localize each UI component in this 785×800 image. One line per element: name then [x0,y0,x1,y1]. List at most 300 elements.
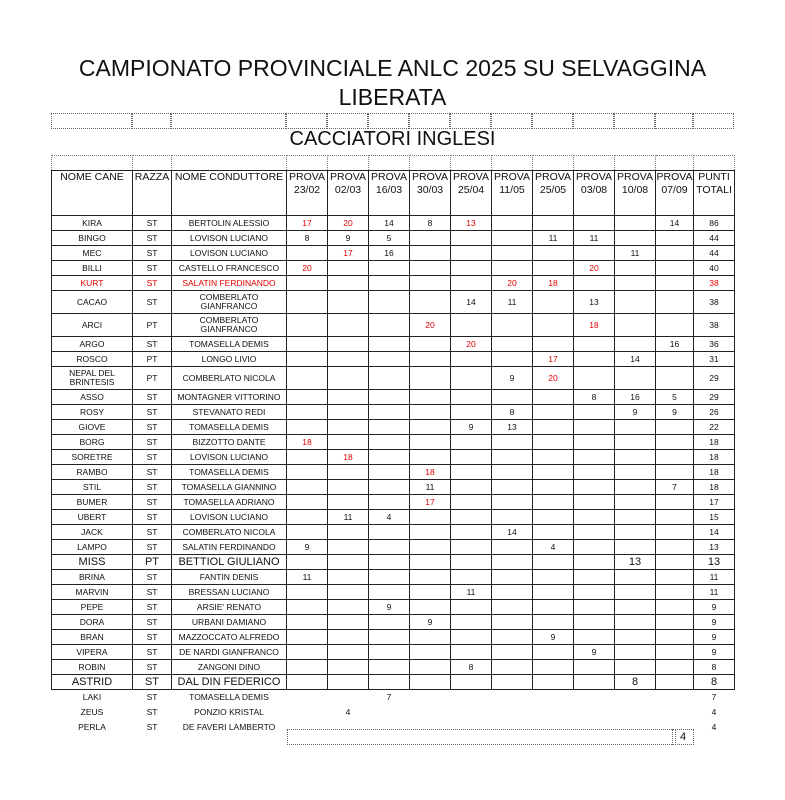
cell-punti-totali: 7 [711,692,717,702]
cell-prova-3 [369,276,410,291]
cell-prova-7 [533,337,574,352]
cell-prova-6 [492,480,533,495]
cell-prova-3 [369,675,410,690]
cell-prova-2 [328,570,369,585]
cell-prova-10: 7 [656,480,694,495]
cell-prova-9 [615,615,656,630]
cell-prova-1 [287,645,328,660]
cell-prova-9 [615,216,656,231]
cell-prova-5: 14 [451,291,492,314]
cell-prova-5 [451,690,492,705]
cell-nome-cane: BRAN [52,630,133,645]
cell-prova-10 [656,690,694,705]
cell-prova-3 [369,645,410,660]
cell-prova-6 [492,600,533,615]
cell-prova-2 [328,390,369,405]
cell-conduttore: COMBERLATO GIANFRANCO [172,291,287,314]
cell-prova-2 [328,367,369,390]
cell-prova-5: 13 [451,216,492,231]
cell-prova-7 [533,480,574,495]
table-row [52,660,735,675]
cell-punti-totali: 38 [694,291,735,314]
cell-prova-6 [492,390,533,405]
cell-prova-8 [574,600,615,615]
header-prova-2: PROVA 02/03 [328,171,369,216]
cell-punti-totali: 29 [694,367,735,390]
cell-prova-8 [574,216,615,231]
cell-prova-5 [451,246,492,261]
cell-prova-9 [615,480,656,495]
cell-prova-7: 11 [533,231,574,246]
cell-prova-5 [451,495,492,510]
cell-prova-10 [656,630,694,645]
cell-prova-4 [410,510,451,525]
cell-punti-totali: 38 [694,314,735,337]
cell-prova-8 [574,276,615,291]
cell-razza: ST [133,465,172,480]
cell-razza: ST [133,276,172,291]
cell-nome-cane: BUMER [52,495,133,510]
cell-prova-7 [533,585,574,600]
cell-razza: ST [146,692,158,702]
cell-conduttore: LOVISON LUCIANO [172,510,287,525]
cell-punti-totali: 44 [694,231,735,246]
cell-prova-7 [533,390,574,405]
cell-prova-1: 8 [287,231,328,246]
cell-nome-cane: NEPAL DEL BRINTESIS [52,367,133,390]
cell-prova-1 [287,630,328,645]
cell-prova-8: 11 [574,231,615,246]
cell-prova-6 [492,585,533,600]
cell-prova-7 [533,450,574,465]
cell-prova-8: 8 [574,390,615,405]
header-nome-cane: NOME CANE [52,171,133,216]
cell-prova-8 [574,450,615,465]
cell-prova-9: 11 [615,246,656,261]
cell-razza: ST [133,420,172,435]
cell-prova-2 [328,435,369,450]
cell-prova-7 [533,216,574,231]
cell-conduttore: LOVISON LUCIANO [172,231,287,246]
cell-prova-8 [574,555,615,570]
cell-prova-7 [533,291,574,314]
cell-razza: ST [133,231,172,246]
cell-prova-9: 14 [615,352,656,367]
cell-prova-4 [410,690,451,705]
cell-conduttore: STEVANATO REDI [172,405,287,420]
cell-prova-10 [656,510,694,525]
cell-razza: PT [133,555,172,570]
cell-razza: ST [133,450,172,465]
cell-nome-cane: LAMPO [52,540,133,555]
cell-prova-8 [574,585,615,600]
cell-prova-5 [451,540,492,555]
cell-prova-2 [328,525,369,540]
cell-prova-1 [287,352,328,367]
table-row [52,276,735,291]
cell-prova-4 [410,352,451,367]
cell-prova-5 [451,600,492,615]
cell-prova-9 [615,510,656,525]
cell-conduttore: LONGO LIVIO [172,352,287,367]
cell-prova-9: 16 [615,390,656,405]
cell-punti-totali: 29 [694,390,735,405]
cell-prova-3: 14 [369,216,410,231]
cell-prova-3: 4 [369,510,410,525]
cell-prova-5: 8 [451,660,492,675]
cell-razza: ST [133,480,172,495]
cell-prova-7 [533,690,574,705]
cell-prova-5 [451,261,492,276]
cell-prova-2 [328,261,369,276]
cell-prova-8: 18 [574,314,615,337]
cell-prova-5 [451,435,492,450]
spacer-row [52,156,735,171]
cell-nome-cane: KURT [52,276,133,291]
table-row [52,645,735,660]
cell-prova-1 [287,690,328,705]
cell-nome-cane: ASSO [52,390,133,405]
cell-prova-6 [492,630,533,645]
cell-punti-totali: 18 [694,480,735,495]
cell-prova-1: 18 [287,435,328,450]
header-row [52,171,735,216]
cell-prova-2 [328,291,369,314]
cell-prova-1 [287,480,328,495]
cell-prova-10 [656,465,694,480]
cell-prova-10 [656,246,694,261]
cell-conduttore: DAL DIN FEDERICO [172,675,287,690]
cell-punti-totali: 11 [694,585,735,600]
cell-prova-4 [410,420,451,435]
cell-razza: ST [133,585,172,600]
cell-prova-4: 18 [410,465,451,480]
cell-prova-10 [656,291,694,314]
cell-prova-4 [410,555,451,570]
cell-prova-6 [492,216,533,231]
cell-prova-9 [615,525,656,540]
cell-razza: ST [133,390,172,405]
table-row [52,450,735,465]
cell-prova-3 [369,420,410,435]
cell-razza: ST [133,675,172,690]
cell-nome-cane: GIOVE [52,420,133,435]
cell-prova-9 [615,690,656,705]
table-row [52,585,735,600]
cell-prova-1: 20 [287,261,328,276]
cell-prova-6: 14 [492,525,533,540]
cell-prova-10 [656,660,694,675]
cell-prova-6: 8 [492,405,533,420]
cell-prova-4 [410,276,451,291]
table-row [52,390,735,405]
table-row [52,314,735,337]
cell-conduttore: SALATIN FERDINANDO [172,540,287,555]
perla-extra-value: 4 [672,729,694,745]
cell-prova-3 [369,570,410,585]
cell-conduttore: BIZZOTTO DANTE [172,435,287,450]
cell-prova-9 [615,276,656,291]
cell-prova-4: 9 [410,615,451,630]
header-prova-4: PROVA 30/03 [410,171,451,216]
cell-prova-2: 9 [328,231,369,246]
table-row [52,337,735,352]
cell-prova-6 [492,645,533,660]
cell-prova-2: 4 [345,707,351,717]
cell-razza: PT [133,367,172,390]
cell-razza: ST [133,337,172,352]
cell-prova-5 [451,525,492,540]
cell-nome-cane: DORA [52,615,133,630]
cell-prova-5 [451,645,492,660]
cell-razza: ST [133,615,172,630]
cell-prova-7: 4 [533,540,574,555]
cell-prova-4 [410,675,451,690]
cell-prova-9: 9 [615,405,656,420]
cell-prova-6 [492,615,533,630]
cell-conduttore: BERTOLIN ALESSIO [172,216,287,231]
cell-prova-8 [574,367,615,390]
cell-prova-2: 17 [328,246,369,261]
cell-prova-10 [656,231,694,246]
cell-prova-1 [287,291,328,314]
cell-prova-5 [451,314,492,337]
cell-prova-1 [287,555,328,570]
cell-punti-totali: 9 [694,630,735,645]
cell-prova-4 [410,246,451,261]
cell-razza: ST [133,660,172,675]
cell-prova-10 [656,420,694,435]
cell-punti-totali: 9 [694,600,735,615]
cell-nome-cane: ARCI [52,314,133,337]
cell-prova-5: 20 [451,337,492,352]
cell-prova-3 [369,525,410,540]
cell-conduttore: SALATIN FERDINANDO [172,276,287,291]
cell-prova-9 [615,231,656,246]
cell-prova-9: 8 [615,675,656,690]
cell-prova-7 [533,435,574,450]
cell-prova-10 [656,675,694,690]
cell-razza: ST [133,216,172,231]
cell-prova-7 [533,705,574,720]
cell-prova-9 [615,660,656,675]
table-row [52,480,735,495]
cell-punti-totali: 4 [711,707,717,717]
cell-nome-cane: MARVIN [52,585,133,600]
cell-conduttore: BRESSAN LUCIANO [172,585,287,600]
cell-prova-1 [287,420,328,435]
table-row [52,630,735,645]
cell-punti-totali: 15 [694,510,735,525]
cell-prova-7 [533,675,574,690]
cell-conduttore: CASTELLO FRANCESCO [172,261,287,276]
cell-conduttore: ARSIE' RENATO [172,600,287,615]
dotted-spacer-row [51,113,734,129]
cell-prova-5 [451,405,492,420]
cell-prova-9 [615,705,656,720]
cell-prova-3 [369,705,410,720]
cell-prova-7 [533,570,574,585]
cell-prova-2: 20 [328,216,369,231]
cell-prova-1 [287,705,328,720]
cell-prova-2 [328,480,369,495]
cell-prova-3: 7 [386,692,392,702]
cell-prova-1: 17 [287,216,328,231]
cell-prova-5 [451,510,492,525]
cell-razza: ST [133,405,172,420]
ranking-table [51,155,735,735]
cell-prova-1 [287,337,328,352]
cell-prova-5 [451,630,492,645]
cell-prova-5 [451,450,492,465]
cell-prova-8: 9 [574,645,615,660]
table-row [52,465,735,480]
cell-prova-8 [574,660,615,675]
cell-prova-3: 5 [369,231,410,246]
cell-prova-2 [328,276,369,291]
cell-prova-10 [656,585,694,600]
cell-prova-3 [369,555,410,570]
cell-punti-totali: 13 [694,555,735,570]
cell-prova-7: 20 [533,367,574,390]
cell-prova-1 [287,615,328,630]
cell-prova-10 [656,570,694,585]
cell-prova-8 [574,495,615,510]
cell-prova-5 [451,231,492,246]
cell-prova-3 [369,615,410,630]
header-razza: RAZZA [133,171,172,216]
cell-conduttore: TOMASELLA ADRIANO [172,495,287,510]
cell-prova-4: 8 [410,216,451,231]
cell-punti-totali: 40 [694,261,735,276]
cell-prova-4 [410,630,451,645]
cell-prova-10 [656,555,694,570]
cell-prova-6: 13 [492,420,533,435]
cell-nome-cane: ZEUS [80,707,104,717]
header-prova-8: PROVA 03/08 [574,171,615,216]
table-row [52,510,735,525]
cell-prova-4 [410,261,451,276]
cell-prova-3 [369,435,410,450]
cell-punti-totali: 38 [694,276,735,291]
cell-prova-4 [410,337,451,352]
cell-razza: ST [133,261,172,276]
cell-prova-8 [574,465,615,480]
cell-prova-2: 11 [328,510,369,525]
cell-conduttore: TOMASELLA GIANNINO [172,480,287,495]
cell-prova-9 [615,314,656,337]
cell-prova-1: 11 [287,570,328,585]
cell-conduttore: TOMASELLA DEMIS [172,337,287,352]
table-row [52,420,735,435]
cell-prova-6: 11 [492,291,533,314]
cell-prova-7 [533,246,574,261]
cell-prova-7 [533,261,574,276]
cell-conduttore: MONTAGNER VITTORINO [172,390,287,405]
cell-prova-3 [369,585,410,600]
cell-punti-totali: 36 [694,337,735,352]
cell-nome-cane: LAKI [82,692,102,702]
cell-prova-10 [656,276,694,291]
cell-razza: ST [133,435,172,450]
cell-nome-cane: BILLI [52,261,133,276]
cell-prova-1 [287,510,328,525]
cell-prova-7 [533,495,574,510]
cell-razza: ST [133,510,172,525]
cell-prova-5 [451,480,492,495]
cell-nome-cane: PEPE [52,600,133,615]
cell-prova-10 [656,261,694,276]
cell-prova-5 [451,465,492,480]
cell-prova-3 [369,367,410,390]
cell-prova-6 [492,314,533,337]
table-row [52,367,735,390]
cell-prova-3 [369,337,410,352]
cell-prova-6 [492,690,533,705]
cell-prova-1 [287,367,328,390]
cell-prova-3 [369,405,410,420]
cell-prova-10 [656,525,694,540]
cell-prova-1 [287,405,328,420]
cell-punti-totali: 44 [694,246,735,261]
cell-prova-4 [410,570,451,585]
cell-prova-9 [615,291,656,314]
cell-punti-totali: 86 [694,216,735,231]
cell-prova-7 [533,660,574,675]
cell-prova-9 [615,261,656,276]
cell-prova-10: 16 [656,337,694,352]
cell-prova-6 [492,231,533,246]
cell-punti-totali: 13 [694,540,735,555]
table-row [52,525,735,540]
table-row [52,555,735,570]
cell-conduttore: LOVISON LUCIANO [172,450,287,465]
cell-prova-3 [369,630,410,645]
cell-razza: ST [133,525,172,540]
cell-conduttore: TOMASELLA DEMIS [172,420,287,435]
cell-prova-1 [287,465,328,480]
cell-prova-1 [287,525,328,540]
cell-prova-7: 17 [533,352,574,367]
cell-prova-8 [574,615,615,630]
cell-prova-2 [328,615,369,630]
cell-conduttore: DE NARDI GIANFRANCO [172,645,287,660]
header-prova-9: PROVA 10/08 [615,171,656,216]
cell-prova-4 [410,705,451,720]
cell-prova-1 [287,246,328,261]
cell-nome-cane: ROBIN [52,660,133,675]
cell-prova-9 [615,540,656,555]
cell-prova-8 [574,480,615,495]
table-row [52,435,735,450]
cell-razza: ST [133,540,172,555]
cell-prova-1 [287,450,328,465]
cell-prova-2 [328,405,369,420]
cell-prova-4 [410,291,451,314]
cell-prova-8 [574,337,615,352]
cell-prova-4 [410,660,451,675]
cell-prova-1 [287,660,328,675]
cell-prova-8 [574,435,615,450]
cell-prova-9 [615,420,656,435]
cell-conduttore: URBANI DAMIANO [172,615,287,630]
cell-punti-totali: 11 [694,570,735,585]
cell-prova-6 [492,660,533,675]
cell-prova-6 [492,510,533,525]
cell-prova-6 [492,675,533,690]
table-row [52,615,735,630]
title-line-2: LIBERATA [338,84,447,110]
